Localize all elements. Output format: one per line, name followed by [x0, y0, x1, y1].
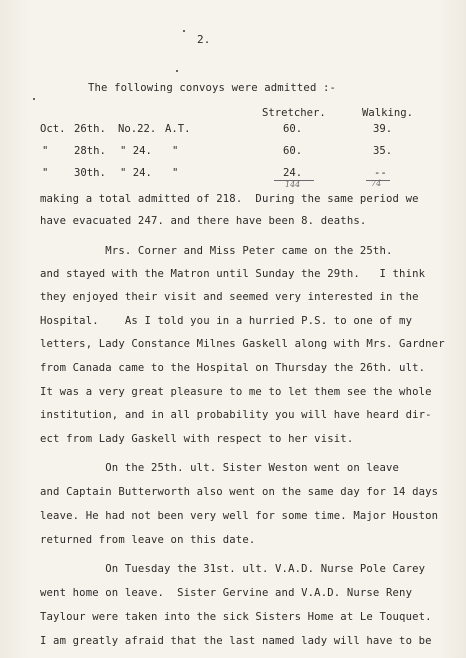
row-unit: " — [172, 167, 179, 179]
body-line: making a total admitted of 218. During the same period we — [40, 193, 419, 205]
body-line: leave. He had not been very well for some time. Major Houston — [40, 510, 439, 522]
body-line: Taylour were taken into the sick Sisters Home at Le Touquet. — [40, 611, 432, 623]
pencil-total-stretcher: 144 — [285, 180, 301, 189]
body-line: letters, Lady Constance Milnes Gaskell along with Mrs. Gardner — [40, 338, 445, 350]
row-stretcher: 60. — [283, 145, 303, 157]
paper-speck — [176, 70, 178, 72]
body-line: and stayed with the Matron until Sunday the 29th. I think — [40, 268, 426, 280]
row-convoy-no: " 24. — [120, 145, 152, 157]
row-month: " — [42, 145, 49, 157]
row-convoy-no: " 24. — [120, 167, 152, 179]
body-line: from Canada came to the Hospital on Thursday the 26th. ult. — [40, 362, 426, 374]
body-line: went home on leave. Sister Gervine and V.A.D. Nurse Reny — [40, 587, 413, 599]
row-stretcher: 60. — [283, 123, 303, 135]
body-line: have evacuated 247. and there have been 8. deaths. — [40, 215, 367, 227]
row-walking: 35. — [373, 145, 393, 157]
row-month: Oct. — [40, 123, 66, 135]
header-walking: Walking. — [362, 107, 414, 119]
body-line: Mrs. Corner and Miss Peter came on the 25th. — [40, 245, 393, 257]
body-line: and Captain Butterworth also went on the same day for 14 days — [40, 486, 439, 498]
row-walking: 39. — [373, 123, 393, 135]
body-line: Hospital. As I told you in a hurried P.S. to one of my — [40, 315, 413, 327]
convoy-intro: The following convoys were admitted :- — [88, 82, 337, 94]
paper-speck — [183, 30, 185, 32]
body-line: On Tuesday the 31st. ult. V.A.D. Nurse Pole Carey — [40, 563, 426, 575]
row-date: 30th. — [74, 167, 106, 179]
row-unit: A.T. — [165, 123, 191, 135]
body-line: On the 25th. ult. Sister Weston went on leave — [40, 462, 400, 474]
body-line: It was a very great pleasure to me to let them see the whole — [40, 386, 432, 398]
row-convoy-no: No.22. — [118, 123, 157, 135]
page-number: 2. — [197, 33, 211, 46]
row-month: " — [42, 167, 49, 179]
row-unit: " — [172, 145, 179, 157]
body-line: returned from leave on this date. — [40, 534, 256, 546]
pencil-total-walking: 74 — [371, 179, 382, 188]
row-walking: -- — [374, 167, 387, 179]
row-date: 26th. — [74, 123, 106, 135]
header-stretcher: Stretcher. — [262, 107, 326, 119]
body-line: I am greatly afraid that the last named lady will have to be — [40, 635, 432, 647]
body-line: institution, and in all probability you will have heard dir- — [40, 409, 432, 421]
body-line: they enjoyed their visit and seemed very interested in the — [40, 291, 419, 303]
row-date: 28th. — [74, 145, 106, 157]
body-line: ect from Lady Gaskell with respect to her visit. — [40, 433, 354, 445]
row-stretcher: 24. — [283, 167, 303, 179]
paper-speck — [33, 98, 35, 100]
